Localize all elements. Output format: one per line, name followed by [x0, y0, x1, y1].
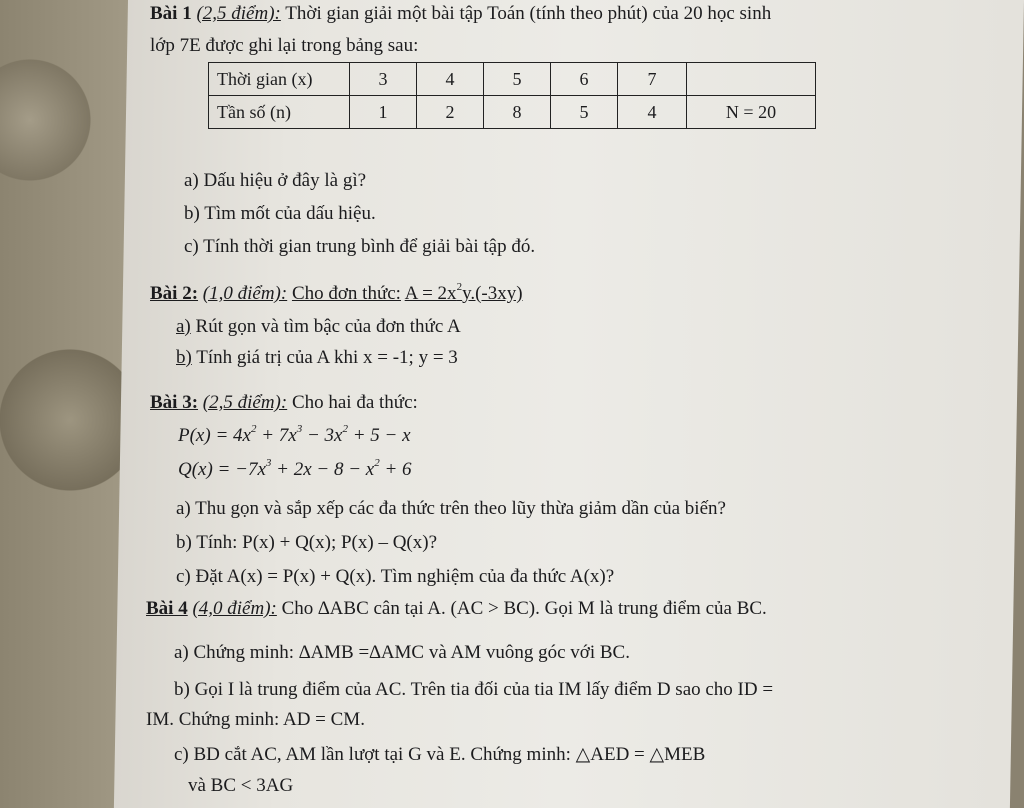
- table-cell: 2: [417, 96, 484, 129]
- polynomial-Q: [178, 459, 412, 481]
- table-cell: [687, 63, 816, 96]
- bai4-question-c-line2: và BC < 3AG: [188, 775, 294, 796]
- question-text: Tính giá trị của A khi x = -1; y = 3: [196, 347, 458, 368]
- table-cell: 5: [551, 96, 618, 129]
- polynomial-P: [178, 425, 411, 447]
- poly-exponent: 3: [265, 457, 272, 469]
- bai1-title: Bài 1: [150, 3, 192, 24]
- poly-part: + 2x − 8 − x: [271, 459, 375, 480]
- question-text: Rút gọn và tìm bậc của đơn thức A: [195, 316, 461, 337]
- table-cell: 7: [618, 63, 687, 96]
- question-label: b): [176, 347, 192, 368]
- bai3-question-c: c) Đặt A(x) = P(x) + Q(x). Tìm nghiệm của đa thức A(x)?: [176, 566, 615, 587]
- poly-exponent: 2: [342, 423, 348, 435]
- bai4-points: (4,0 điểm):: [192, 598, 277, 619]
- table-row: [209, 63, 816, 96]
- table-header-cell: Tần số (n): [209, 96, 350, 129]
- formula-part: y.(-3xy): [462, 283, 523, 304]
- table-cell: 3: [350, 63, 417, 96]
- bai2-question-b: [176, 347, 458, 369]
- poly-part: − 3x: [302, 425, 343, 446]
- bai1-text-line2: lớp 7E được ghi lại trong bảng sau:: [150, 35, 419, 56]
- formula-exponent: 2: [456, 281, 463, 293]
- question-label: a): [176, 316, 191, 337]
- poly-part: + 7x: [256, 425, 297, 446]
- bai2-formula: [405, 283, 523, 304]
- bai2-question-a: [176, 316, 461, 338]
- bai2-heading: [150, 283, 523, 305]
- bai4-question-a: a) Chứng minh: ∆AMB =∆AMC và AM vuông góc với BC.: [174, 642, 630, 663]
- poly-exponent: 3: [296, 423, 303, 435]
- poly-part: + 5 − x: [347, 425, 411, 446]
- table-cell: 6: [551, 63, 618, 96]
- bai4-question-c-line1: c) BD cắt AC, AM lần lượt tại G và E. Chứng minh: △AED = △MEB: [174, 744, 706, 765]
- bai1-question-a: a) Dấu hiệu ở đây là gì?: [184, 170, 367, 191]
- bai2-points: (1,0 điểm):: [202, 283, 288, 304]
- poly-part: P(x) = 4x: [178, 425, 251, 446]
- bai4-title: Bài 4: [146, 598, 188, 619]
- bai2-text: Cho đơn thức:: [291, 283, 401, 304]
- table-cell: 8: [484, 96, 551, 129]
- table-row: [209, 96, 816, 129]
- bai4-question-b-line2: IM. Chứng minh: AD = CM.: [146, 709, 365, 730]
- formula-part: A = 2x: [404, 283, 457, 304]
- bai1-question-c: c) Tính thời gian trung bình để giải bài tập đó.: [184, 236, 536, 257]
- bai1-heading: [150, 3, 771, 25]
- bai3-question-a: a) Thu gọn và sắp xếp các đa thức trên theo lũy thừa giảm dần của biến?: [176, 498, 726, 519]
- table-cell: 1: [350, 96, 417, 129]
- bai3-points: (2,5 điểm):: [202, 392, 288, 413]
- bai4-text: Cho ∆ABC cân tại A. (AC > BC). Gọi M là trung điểm của BC.: [281, 598, 767, 619]
- poly-exponent: 2: [250, 423, 257, 435]
- bai1-question-b: b) Tìm mốt của dấu hiệu.: [184, 203, 376, 224]
- bai1-points: (2,5 điểm):: [196, 3, 281, 24]
- table-cell: 4: [618, 96, 687, 129]
- bai2-title: Bài 2:: [150, 283, 199, 304]
- poly-part: + 6: [379, 459, 412, 480]
- bai3-text: Cho hai đa thức:: [291, 392, 418, 413]
- bai3-title: Bài 3:: [150, 392, 199, 413]
- poly-exponent: 2: [374, 457, 380, 469]
- table-cell: 4: [417, 63, 484, 96]
- bai3-heading: [150, 392, 418, 414]
- table-cell: 5: [484, 63, 551, 96]
- poly-part: Q(x) = −7x: [178, 459, 266, 480]
- table-cell: N = 20: [687, 96, 816, 129]
- table-header-cell: Thời gian (x): [209, 63, 350, 96]
- bai3-question-b: b) Tính: P(x) + Q(x); P(x) – Q(x)?: [176, 532, 438, 553]
- bai4-heading: [146, 598, 767, 620]
- bai1-text-line1: Thời gian giải một bài tập Toán (tính theo phút) của 20 học sinh: [285, 3, 772, 24]
- frequency-table: [208, 62, 816, 129]
- bai4-question-b-line1: b) Gọi I là trung điểm của AC. Trên tia đối của tia IM lấy điểm D sao cho ID =: [174, 679, 774, 700]
